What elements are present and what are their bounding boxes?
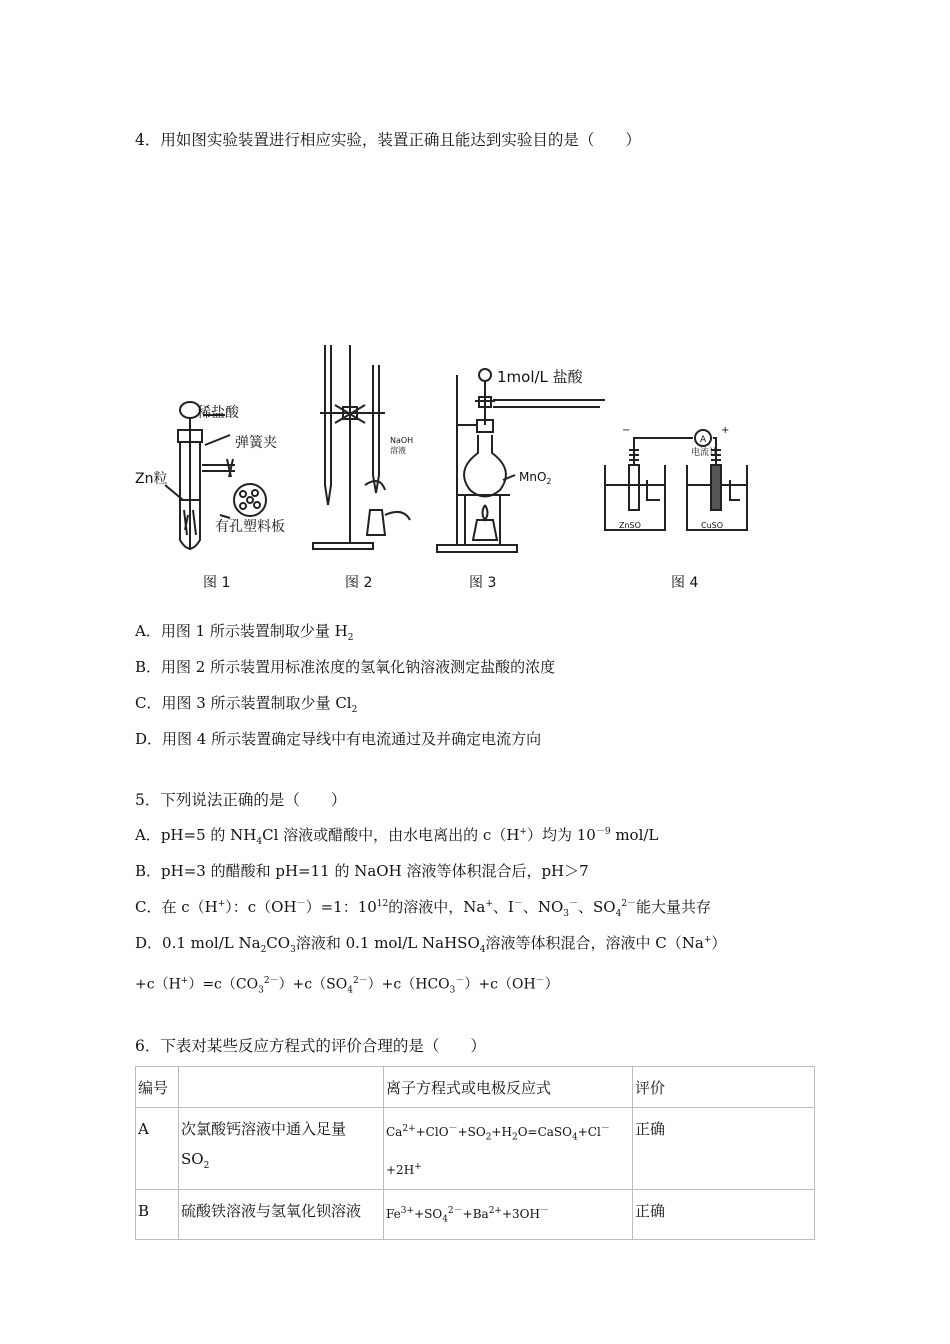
fig1-label-zn: Zn粒 (135, 471, 168, 487)
row-b-description: 硫酸铁溶液与氢氧化钡溶液 (179, 1190, 384, 1239)
row-a-description: 次氯酸钙溶液中通入足量 $SO_2$ (179, 1108, 384, 1190)
fig4-caption: 图 4 (671, 575, 699, 591)
fig4-label-cuso4: CuSO (701, 521, 724, 530)
header-evaluation: 评价 (633, 1067, 815, 1108)
row-b-equation: $Fe^{3+}+SO_4^{2-}+Ba^{2+}+3OH^-$ (384, 1190, 633, 1239)
fig1-label-plate: 有孔塑料板 (215, 519, 285, 535)
fig1-caption: 图 1 (203, 575, 231, 591)
row-b-evaluation: 正确 (633, 1190, 815, 1239)
evaluation-table (135, 1066, 815, 1240)
q5-stem: 5．下列说法正确的是（ ） (135, 791, 347, 809)
q4-option-c: C．用图 3 所示装置制取少量 $Cl_2$ (135, 694, 358, 715)
row-a-id: A (136, 1108, 179, 1190)
apparatus-figures-svg (135, 335, 825, 600)
q5-option-a: A．pH=5 的 $NH_4Cl$ 溶液或醋酸中，由水电离出的 c（H+）均为 $10^{-9}$ mol/L (135, 826, 659, 847)
fig2-label-solution: 溶液 (390, 446, 406, 455)
fig4-label-minus: − (622, 425, 631, 436)
fig3-caption: 图 3 (469, 575, 497, 591)
q5-option-d-continued: $+c(H^+)=c(CO_3^{2-})+c(SO_4^{2-})+c(HCO_3^-)+c(OH^-)$ (135, 976, 559, 996)
fig3-label-mno2: MnO$_2$ (519, 470, 552, 486)
fig1-label-clamp: 弹簧夹 (235, 435, 277, 451)
header-description (179, 1067, 384, 1108)
q4-option-b: B．用图 2 所示装置用标准浓度的氢氧化钠溶液测定盐酸的浓度 (135, 658, 556, 676)
q5-option-c: C．在 c（H+）：c（OH－）=1：$10^{12}$的溶液中，Na+、I－、$NO_3^-$、$SO_4^{2-}$能大量共存 (135, 898, 712, 919)
header-id: 编号 (136, 1067, 179, 1108)
table-header-row (136, 1067, 815, 1108)
table-row (136, 1108, 815, 1190)
q4-option-a: A．用图 1 所示装置制取少量 $H_2$ (135, 622, 354, 643)
table-row (136, 1190, 815, 1239)
apparatus-figures (135, 335, 825, 600)
q4-option-d: D．用图 4 所示装置确定导线中有电流通过及并确定电流方向 (135, 730, 542, 748)
q4-stem: 4．用如图实验装置进行相应实验，装置正确且能达到实验目的是（ ） (135, 131, 641, 149)
fig2-caption: 图 2 (345, 575, 373, 591)
fig1-label-dilute-hcl: 稀盐酸 (197, 405, 239, 421)
figure-3-apparatus (437, 369, 605, 552)
row-a-equation: $Ca^{2+}+ClO^-+SO_2+H_2O=CaSO_4+Cl^-+2H^+$ (384, 1108, 633, 1190)
header-equation: 离子方程式或电极反应式 (384, 1067, 633, 1108)
fig2-label-naoh: NaOH (390, 436, 414, 445)
fig4-label-plus: + (721, 425, 730, 436)
fig4-label-galvanometer: 电流计 (691, 448, 719, 458)
q5-option-b: B．pH=3 的醋酸和 pH=11 的 NaOH 溶液等体积混合后，pH＞7 (135, 862, 589, 880)
q5-option-d: D．0.1 mol/L $Na_2CO_3$溶液和 0.1 mol/L NaHSO$_4$溶液等体积混合，溶液中 C（Na+） (135, 934, 727, 955)
figure-4-apparatus (605, 430, 747, 530)
fig3-label-hcl: 1mol/L 盐酸 (497, 368, 583, 386)
q6-stem: 6．下表对某些反应方程式的评价合理的是（ ） (135, 1037, 486, 1055)
row-a-evaluation: 正确 (633, 1108, 815, 1190)
fig4-label-a: A (700, 435, 707, 445)
row-b-id: B (136, 1190, 179, 1239)
fig4-label-znso4: ZnSO (619, 521, 641, 530)
